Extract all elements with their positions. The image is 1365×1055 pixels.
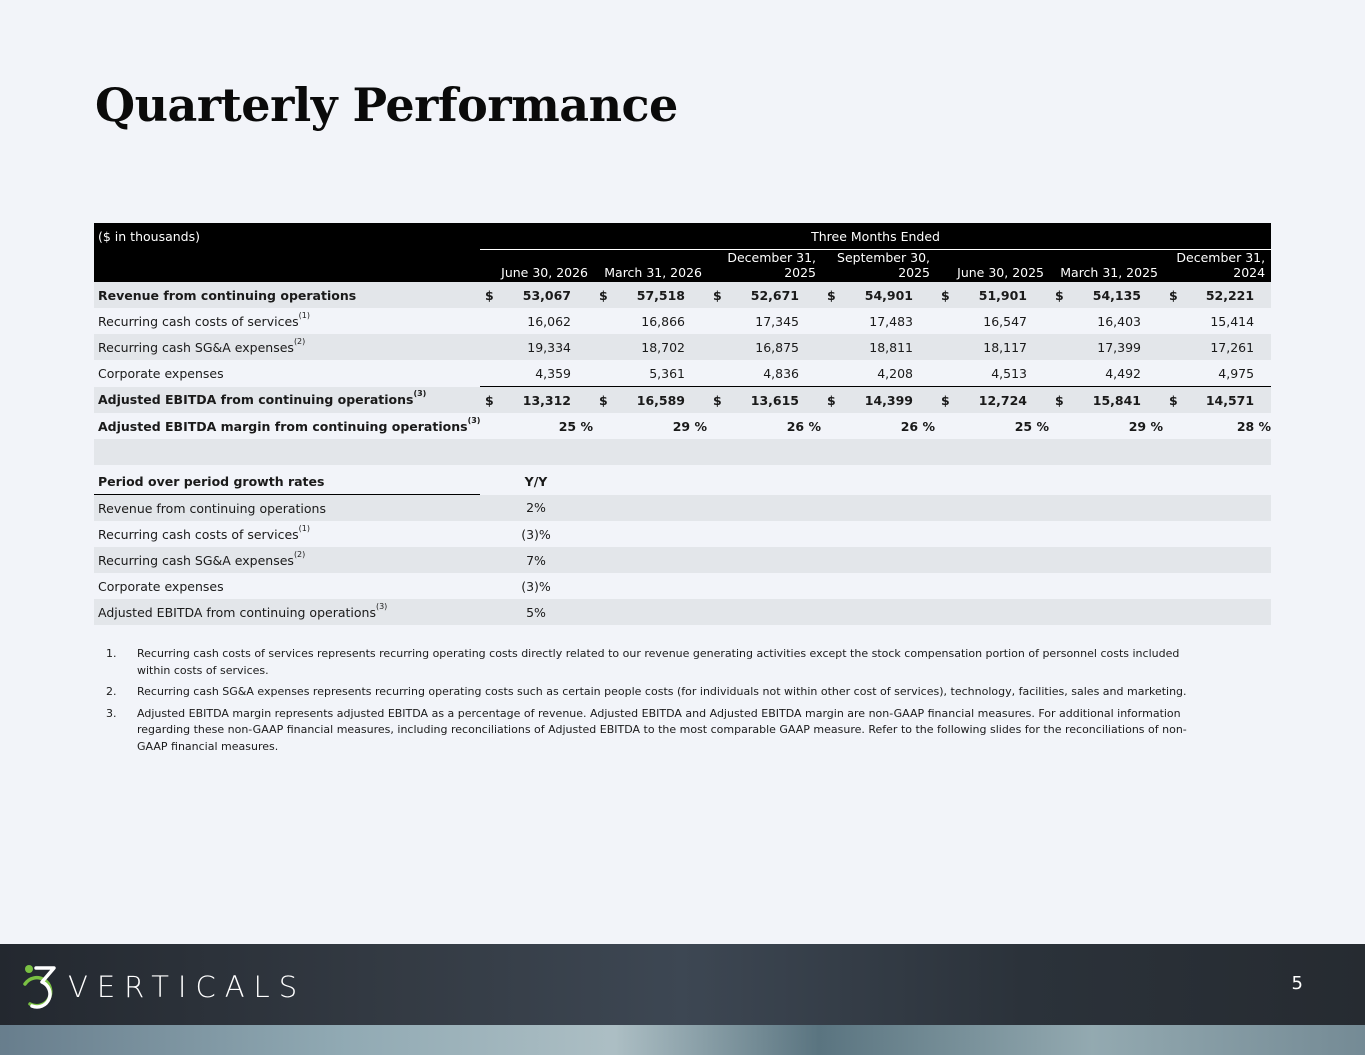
footnote-ref: (2)	[293, 336, 306, 346]
financial-table	[94, 223, 1271, 465]
value-cell	[1050, 308, 1164, 334]
cell-value: 16,062	[527, 313, 571, 329]
row-label-text: Adjusted EBITDA margin from continuing operations	[98, 418, 468, 434]
currency-symbol: $	[485, 288, 494, 303]
growth-label-text: Corporate expenses	[98, 578, 224, 594]
column-header: December 31, 2025	[708, 250, 822, 283]
value-cell	[480, 334, 594, 360]
growth-value: (3)%	[480, 521, 592, 547]
column-header: June 30, 2026	[480, 250, 594, 283]
value-cell	[822, 413, 936, 439]
footnote	[106, 646, 1201, 679]
value-cell	[822, 308, 936, 334]
growth-value: (3)%	[480, 573, 592, 599]
growth-label-text: Recurring cash costs of services	[98, 526, 299, 542]
value-cell	[480, 413, 594, 439]
cell-value: 13,312	[522, 392, 571, 408]
value-cell	[1164, 334, 1271, 360]
value-cell	[936, 360, 1050, 387]
value-cell	[594, 360, 708, 387]
growth-row	[94, 547, 1271, 573]
value-cell	[936, 413, 1050, 439]
cell-value: 52,671	[750, 287, 799, 303]
row-label-text: Corporate expenses	[98, 365, 224, 381]
cell-value: 16,589	[636, 392, 685, 408]
footnote-ref: (3)	[467, 415, 481, 425]
value-cell	[1164, 387, 1271, 414]
logo-wordmark: VERTICALS	[68, 970, 307, 1004]
cell-value: 4,208	[877, 365, 913, 381]
footnotes	[106, 646, 1201, 760]
value-cell	[708, 413, 822, 439]
company-logo	[22, 960, 306, 1014]
column-header: December 31, 2024	[1164, 250, 1271, 283]
growth-label	[94, 495, 480, 522]
cell-value: 52,221	[1205, 287, 1255, 303]
cell-value: 4,359	[535, 365, 571, 381]
value-cell	[1164, 413, 1271, 439]
table-row	[94, 360, 1271, 387]
cell-value: 16,866	[641, 313, 685, 329]
growth-row	[94, 599, 1271, 625]
column-header: June 30, 2025	[936, 250, 1050, 283]
currency-symbol: $	[941, 288, 950, 303]
value-cell	[594, 282, 708, 308]
cell-value: 51,901	[978, 287, 1027, 303]
row-label-text: Adjusted EBITDA from continuing operations	[98, 392, 414, 408]
footnote-number: 2.	[106, 685, 117, 698]
cell-value: 26 %	[900, 418, 935, 434]
cell-value: 18,811	[869, 339, 913, 355]
cell-value: 4,836	[763, 365, 799, 381]
footer-bar	[0, 944, 1365, 1055]
cell-value: 29 %	[672, 418, 707, 434]
currency-symbol: $	[827, 288, 836, 303]
row-label	[94, 282, 480, 308]
row-label	[94, 387, 480, 414]
currency-symbol: $	[1169, 393, 1178, 408]
cell-value: 54,135	[1092, 287, 1141, 303]
cell-value: 4,492	[1105, 365, 1141, 381]
growth-value: 2%	[480, 495, 592, 522]
cell-value: 25 %	[558, 418, 593, 434]
footnote-text: Adjusted EBITDA margin represents adjusted EBITDA as a percentage of revenue. Adjusted EBITDA and Adjusted EBITDA margin are non-GAAP financial measures. For additional information regarding these non-GAAP financial measures, including reconciliations of Adjusted EBITDA to the most comparable GAAP measure. Refer to the following slides for the reconciliations of non-GAAP financial measures.	[137, 706, 1187, 753]
value-cell	[480, 360, 594, 387]
page-title: Quarterly Performance	[95, 78, 678, 132]
units-label: ($ in thousands)	[94, 223, 480, 250]
currency-symbol: $	[599, 393, 608, 408]
currency-symbol: $	[1169, 288, 1178, 303]
growth-label-text: Revenue from continuing operations	[98, 500, 326, 516]
value-cell	[708, 282, 822, 308]
row-label	[94, 308, 480, 334]
growth-label-text: Adjusted EBITDA from continuing operations	[98, 604, 376, 620]
growth-label	[94, 573, 480, 599]
growth-label	[94, 599, 480, 625]
value-cell	[480, 282, 594, 308]
growth-label-text: Recurring cash SG&A expenses	[98, 552, 294, 568]
footnote-ref: (1)	[298, 310, 310, 320]
growth-row	[94, 495, 1271, 522]
row-label-text: Recurring cash costs of services	[98, 313, 299, 329]
row-label	[94, 413, 480, 439]
table-row	[94, 282, 1271, 308]
cell-value: 5,361	[649, 365, 685, 381]
value-cell	[1050, 387, 1164, 414]
value-cell	[1050, 334, 1164, 360]
cell-value: 12,724	[978, 392, 1027, 408]
value-cell	[1164, 360, 1271, 387]
column-header: March 31, 2026	[594, 250, 708, 283]
value-cell	[822, 334, 936, 360]
footnote-text: Recurring cash SG&A expenses represents recurring operating costs such as certain people costs (for individuals not within other cost of services), technology, facilities, sales and marketing.	[137, 685, 1187, 698]
growth-header-row	[94, 468, 1271, 495]
cell-value: 18,117	[983, 339, 1027, 355]
cell-value: 57,518	[636, 287, 685, 303]
row-label	[94, 360, 480, 387]
row-label-text: Recurring cash SG&A expenses	[98, 339, 294, 355]
cell-value: 28 %	[1236, 418, 1272, 434]
growth-row	[94, 521, 1271, 547]
growth-header-value: Y/Y	[480, 468, 592, 495]
logo-icon	[22, 960, 62, 1014]
cell-value: 13,615	[750, 392, 799, 408]
value-cell	[822, 360, 936, 387]
cell-value: 26 %	[786, 418, 821, 434]
value-cell	[936, 308, 1050, 334]
footnote-ref: (3)	[413, 389, 427, 399]
value-cell	[594, 387, 708, 414]
cell-value: 16,403	[1097, 313, 1141, 329]
value-cell	[594, 413, 708, 439]
cell-value: 17,261	[1210, 339, 1255, 355]
footnote	[106, 706, 1201, 756]
column-header: March 31, 2025	[1050, 250, 1164, 283]
value-cell	[936, 334, 1050, 360]
cell-value: 4,513	[991, 365, 1027, 381]
currency-symbol: $	[941, 393, 950, 408]
growth-label	[94, 547, 480, 573]
value-cell	[480, 387, 594, 414]
growth-label	[94, 521, 480, 547]
row-label-text: Revenue from continuing operations	[98, 287, 357, 303]
value-cell	[594, 334, 708, 360]
growth-row	[94, 573, 1271, 599]
column-header: September 30, 2025	[822, 250, 936, 283]
footnote-number: 1.	[106, 647, 117, 660]
value-cell	[480, 308, 594, 334]
cell-value: 15,414	[1210, 313, 1255, 329]
value-cell	[822, 282, 936, 308]
value-cell	[1164, 282, 1271, 308]
footnote-number: 3.	[106, 706, 117, 720]
cell-value: 25 %	[1014, 418, 1049, 434]
value-cell	[936, 282, 1050, 308]
footnote-ref: (3)	[375, 601, 388, 611]
cell-value: 18,702	[641, 339, 685, 355]
cell-value: 54,901	[864, 287, 913, 303]
page-number: 5	[1291, 973, 1303, 994]
footnote-ref: (1)	[298, 523, 310, 533]
value-cell	[1050, 360, 1164, 387]
footnote-ref: (2)	[293, 549, 306, 559]
footnote	[106, 684, 1201, 701]
footer-photo-band	[0, 1025, 1365, 1055]
currency-symbol: $	[485, 393, 494, 408]
value-cell	[1164, 308, 1271, 334]
table-row	[94, 308, 1271, 334]
cell-value: 53,067	[522, 287, 571, 303]
currency-symbol: $	[1055, 288, 1064, 303]
currency-symbol: $	[827, 393, 836, 408]
cell-value: 4,975	[1218, 365, 1255, 381]
value-cell	[708, 360, 822, 387]
growth-header-label: Period over period growth rates	[94, 468, 480, 495]
header-blank	[94, 250, 480, 283]
table-row	[94, 413, 1271, 439]
currency-symbol: $	[713, 288, 722, 303]
currency-symbol: $	[1055, 393, 1064, 408]
row-label	[94, 334, 480, 360]
cell-value: 14,571	[1205, 392, 1255, 408]
table-row	[94, 334, 1271, 360]
value-cell	[708, 387, 822, 414]
table-row	[94, 387, 1271, 414]
value-cell	[936, 387, 1050, 414]
value-cell	[822, 387, 936, 414]
currency-symbol: $	[713, 393, 722, 408]
value-cell	[1050, 413, 1164, 439]
cell-value: 29 %	[1128, 418, 1163, 434]
growth-value: 7%	[480, 547, 592, 573]
value-cell	[708, 334, 822, 360]
footnote-text: Recurring cash costs of services represents recurring operating costs directly related to our revenue generating activities except the stock compensation portion of personnel costs included within costs of services.	[137, 647, 1180, 677]
cell-value: 16,875	[755, 339, 799, 355]
currency-symbol: $	[599, 288, 608, 303]
cell-value: 19,334	[527, 339, 571, 355]
cell-value: 17,399	[1097, 339, 1141, 355]
cell-value: 17,483	[869, 313, 913, 329]
value-cell	[594, 308, 708, 334]
value-cell	[1050, 282, 1164, 308]
span-header: Three Months Ended	[480, 223, 1271, 250]
growth-table	[94, 468, 1271, 625]
growth-value: 5%	[480, 599, 592, 625]
cell-value: 15,841	[1092, 392, 1141, 408]
cell-value: 16,547	[983, 313, 1027, 329]
spacer-row	[94, 439, 1271, 465]
cell-value: 14,399	[864, 392, 913, 408]
value-cell	[708, 308, 822, 334]
cell-value: 17,345	[755, 313, 799, 329]
